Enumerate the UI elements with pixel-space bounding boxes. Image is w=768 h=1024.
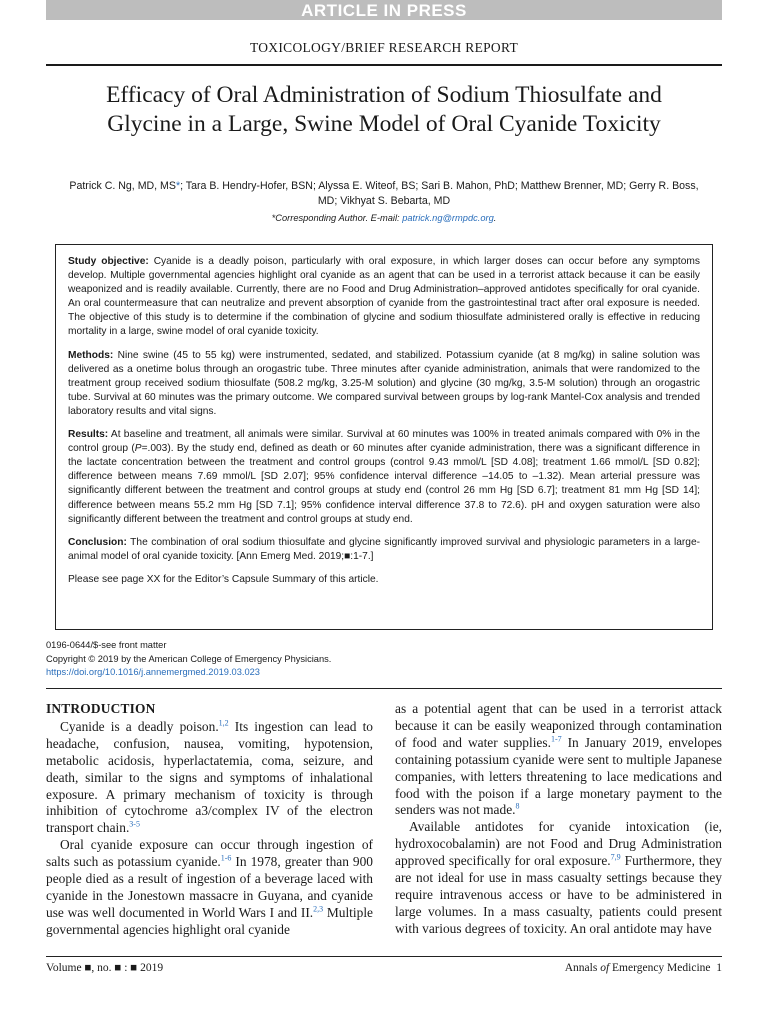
citation-link[interactable]: 1,2 [218,718,229,728]
intro-paragraph-3 [395,819,722,937]
abstract-methods [68,349,700,419]
journal-footer [565,962,722,974]
results-text-b: =.003). By the study end, defined as death or 60 minutes after cyanide administration, there was a significant difference in the lactate concentration between the treatment and control groups (control 9.43 mmol/L [SD 4.08]; treatment 1.66 mmol/L [SD 0.82]; difference between means 7.69 mmol/L [SD 2.07]; 95% confidence interval difference –14.05 to –1.32). Mean arterial pressure was significantly different between the treatment and control groups at study end (control 26 mm Hg [SD 6.7]; treatment 81 mm Hg [SD 14]; difference between means 55.2 mm Hg [SD 7.1]; 95% confidence interval difference 37.8 to 72.6). pH and oxygen saturation were also significantly different between the treatment and control groups at study end. [68,443,701,525]
abstract-conclusion [68,536,700,564]
other-authors: ; Tara B. Hendry-Hofer, BSN; Alyssa E. Witeof, BS; Sari B. Mahon, PhD; Matthew Brenner, MD; Gerry R. Boss, MD; Vikhyat S. Bebarta, MD [180,180,699,207]
article-title: Efficacy of Oral Administration of Sodium Thiosulfate and Glycine in a Large, Swine Model of Oral Cyanide Toxicity [106,82,662,137]
article-meta [46,639,446,680]
intro-paragraph-1 [46,719,373,837]
section-label: TOXICOLOGY/BRIEF RESEARCH REPORT [249,40,519,55]
capsule-note: Please see page XX for the Editor’s Capsule Summary of this article. [68,573,379,585]
results-label: Results: [68,429,109,441]
author-list [60,179,708,209]
corresponding-asterisk[interactable]: * [175,180,181,192]
results-text-a: At baseline and treatment, all animals were similar. Survival at 60 minutes was 100% in treated animals compared with 0% in the control group ( [68,429,700,455]
volume-info: Volume ■, no. ■ : ■ 2019 [46,962,164,974]
author-email-link[interactable]: patrick.ng@rmpdc.org [402,213,494,223]
intro-r1-text-b: In January 2019, envelopes containing potassium cyanide were sent to multiple Japanese companies, with letters threatening to lace medications and food with the poison if a large monetary payment to the senders was not made. [395,734,722,818]
intro-r2-text-b: Furthermore, they are not ideal for use in mass casualty settings because they require intravenous access or have to be administered in large volumes. In a mass casualty, patients could present with various degrees of toxicity. An oral antidote may have [395,853,722,936]
page-number: 1 [716,962,722,974]
intro-p1-text-a: Cyanide is a deadly poison. [60,718,219,734]
article-in-press-banner: ARTICLE IN PRESS [46,0,722,20]
citation-link[interactable]: 3-5 [129,819,140,829]
citation-link[interactable]: 7,9 [610,852,621,862]
intro-p1-text-b: Its ingestion can lead to headache, confusion, nausea, vomiting, hypotension, metabolic acidosis, hyperlactatemia, coma, seizure, and death, similar to the signs and symptoms of inhalational exposure. A primary mechanism of toxicity is through inhibition of cytochrome a3/complex IV of the electron transport chain. [46,718,373,836]
body-rule [46,688,722,689]
methods-text: Nine swine (45 to 55 kg) were instrumented, sedated, and stabilized. Potassium cyanide (at 8 mg/kg) in saline solution was delivered as a onetime bolus through an orogastric tube. Three minutes after cyanide administration, animals that were randomized to the treatment group received sodium thiosulfate (508.2 mg/kg, 3.25-M solution) and glycine (30 mg/kg, 3.5-M solution) through an orogastric tube. Survival at 60 minutes was the primary outcome. We compared survival between groups by log-rank Mantel-Cox analysis and trended laboratory results and vital signs. [68,349,700,417]
methods-label: Methods: [68,349,114,361]
footer-rule [46,956,722,957]
journal-name-of: of [600,962,610,974]
intro-p2-text-c: Multiple governmental agencies highlight oral cyanide [46,904,373,937]
body-column-left [46,701,373,939]
conclusion-label: Conclusion: [68,536,127,548]
abstract-objective [68,255,700,340]
intro-r2-text-a: Available antidotes for cyanide intoxication (ie, hydroxocobalamin) are not Food and Drug Administration approved specifically for oral exposure. [395,819,722,869]
header-rule [46,64,722,66]
citation-link[interactable]: 2,3 [313,904,324,914]
doi-link[interactable]: https://doi.org/10.1016/j.annemergmed.2019.03.023 [46,667,260,677]
corresponding-author [46,213,722,223]
intro-p2-text-a: Oral cyanide exposure can occur through ingestion of salts such as potassium cyanide. [46,837,373,870]
objective-text: Cyanide is a deadly poison, particularly with oral exposure, in which larger doses can occur before any symptoms develop. Multiple governmental agencies highlight oral cyanide as an agent that can be used in a terrorist attack because it can be easily weaponized and is readily available. Currently, there are no Food and Drug Administration–approved antidotes specifically for oral cyanide. An oral countermeasure that can neutralize and prevent absorption of cyanide from the gastrointestinal tract after oral exposure is needed. The objective of this study is to determine if the combination of glycine and sodium thiosulfate administered orally is effective in reducing mortality in a large, swine model of oral cyanide toxicity. [68,256,700,338]
corresponding-end: . [493,213,497,223]
citation-link[interactable]: 1-7 [550,734,562,744]
intro-paragraph-2-cont [395,701,722,819]
p-value-symbol: P [134,443,142,455]
abstract-box [55,244,713,630]
abstract-results [68,428,700,527]
first-author: Patrick C. Ng, MD, MS [69,180,176,192]
intro-paragraph-2 [46,837,373,938]
citation-link[interactable]: 1-6 [220,853,232,863]
intro-r1-text-a: as a potential agent that can be used in a terrorist attack because it can be easily weaponized through contamination of food and water supplies. [395,701,722,750]
body-column-right [395,701,722,938]
intro-p2-text-b: In 1978, greater than 900 people died as a result of ingestion of a beverage laced with cyanide in the Jonestown massacre in Guyana, and cyanide use was well documented in World Wars I and II. [46,854,373,920]
conclusion-text: The combination of oral sodium thiosulfate and glycine significantly improved survival and physiologic parameters in a large-animal model of oral cyanide toxicity. [Ann Emerg Med. 2019;■:1-7.] [68,536,700,562]
copyright-line: Copyright © 2019 by the American College of Emergency Physicians. [46,653,332,664]
citation-link[interactable]: 8 [515,801,520,811]
journal-name-b: Emergency Medicine [609,962,711,974]
introduction-heading: INTRODUCTION [46,701,156,716]
objective-label: Study objective: [68,256,149,267]
corresponding-label: *Corresponding Author. E-mail: [271,213,403,223]
issn-line: 0196-0644/$-see front matter [46,640,167,650]
journal-name-a: Annals [564,962,601,974]
